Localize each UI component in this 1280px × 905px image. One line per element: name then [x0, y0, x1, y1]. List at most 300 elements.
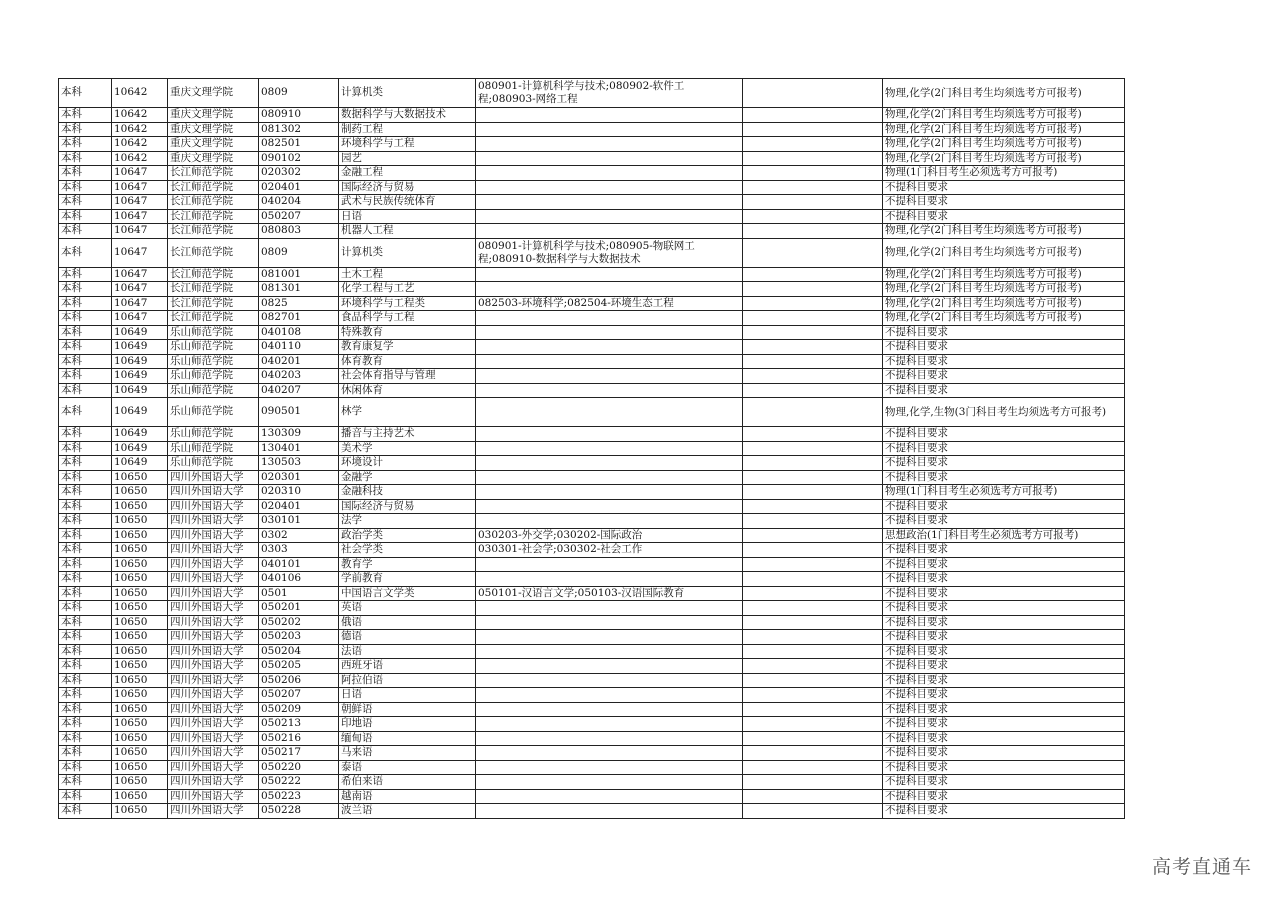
subject-requirement-cell: 不提科目要求 [883, 340, 1125, 355]
major-name-cell: 数据科学与大数据技术 [339, 108, 476, 123]
table-row [59, 731, 1125, 746]
school-name-cell: 四川外国语大学 [168, 804, 259, 819]
major-code-cell: 081001 [259, 267, 339, 282]
major-name-cell: 金融学 [339, 470, 476, 485]
school-code-cell: 10647 [112, 267, 168, 282]
subject-requirement-cell: 物理,化学(2门科目考生均须选考方可报考) [883, 267, 1125, 282]
note-cell [743, 340, 883, 355]
major-code-cell: 040201 [259, 354, 339, 369]
level-cell: 本科 [59, 209, 112, 224]
subject-requirement-cell: 不提科目要求 [883, 673, 1125, 688]
table-row [59, 485, 1125, 500]
level-cell: 本科 [59, 543, 112, 558]
school-name-cell: 四川外国语大学 [168, 601, 259, 616]
table-row [59, 296, 1125, 311]
school-code-cell: 10650 [112, 470, 168, 485]
school-code-cell: 10650 [112, 775, 168, 790]
note-cell [743, 572, 883, 587]
included-majors-cell [476, 311, 743, 326]
school-code-cell: 10649 [112, 398, 168, 427]
table-row [59, 398, 1125, 427]
level-cell: 本科 [59, 601, 112, 616]
table-row [59, 238, 1125, 267]
note-cell [743, 804, 883, 819]
level-cell: 本科 [59, 746, 112, 761]
note-cell [743, 311, 883, 326]
subject-requirement-cell: 不提科目要求 [883, 456, 1125, 471]
included-majors-cell [476, 572, 743, 587]
major-name-cell: 制药工程 [339, 122, 476, 137]
major-code-cell: 0501 [259, 586, 339, 601]
school-code-cell: 10650 [112, 760, 168, 775]
major-code-cell: 040204 [259, 195, 339, 210]
level-cell: 本科 [59, 79, 112, 108]
subject-requirement-cell: 不提科目要求 [883, 441, 1125, 456]
table-row [59, 499, 1125, 514]
school-name-cell: 四川外国语大学 [168, 615, 259, 630]
included-majors-cell [476, 282, 743, 297]
included-majors-cell [476, 180, 743, 195]
school-code-cell: 10650 [112, 572, 168, 587]
table-row [59, 673, 1125, 688]
subject-requirement-cell: 不提科目要求 [883, 499, 1125, 514]
included-majors-cell [476, 644, 743, 659]
note-cell [743, 151, 883, 166]
major-name-cell: 教育康复学 [339, 340, 476, 355]
table-row [59, 688, 1125, 703]
subject-requirement-cell: 不提科目要求 [883, 717, 1125, 732]
major-code-cell: 050228 [259, 804, 339, 819]
table-row [59, 615, 1125, 630]
included-majors-cell: 030301-社会学;030302-社会工作 [476, 543, 743, 558]
major-code-cell: 050222 [259, 775, 339, 790]
school-code-cell: 10649 [112, 325, 168, 340]
school-name-cell: 长江师范学院 [168, 224, 259, 239]
table-row [59, 441, 1125, 456]
school-name-cell: 长江师范学院 [168, 209, 259, 224]
table-row [59, 267, 1125, 282]
major-name-cell: 德语 [339, 630, 476, 645]
school-name-cell: 长江师范学院 [168, 180, 259, 195]
major-code-cell: 040108 [259, 325, 339, 340]
major-code-cell: 050205 [259, 659, 339, 674]
included-majors-cell [476, 557, 743, 572]
major-code-cell: 090102 [259, 151, 339, 166]
included-majors-cell [476, 137, 743, 152]
note-cell [743, 108, 883, 123]
school-name-cell: 长江师范学院 [168, 267, 259, 282]
note-cell [743, 586, 883, 601]
subject-requirement-cell: 思想政治(1门科目考生必须选考方可报考) [883, 528, 1125, 543]
subject-requirement-cell: 物理,化学(2门科目考生均须选考方可报考) [883, 224, 1125, 239]
school-code-cell: 10642 [112, 137, 168, 152]
level-cell: 本科 [59, 282, 112, 297]
major-name-cell: 环境科学与工程类 [339, 296, 476, 311]
major-name-cell: 日语 [339, 688, 476, 703]
subject-requirement-cell: 不提科目要求 [883, 630, 1125, 645]
note-cell [743, 238, 883, 267]
note-cell [743, 137, 883, 152]
school-code-cell: 10650 [112, 789, 168, 804]
major-code-cell: 0302 [259, 528, 339, 543]
major-code-cell: 130309 [259, 427, 339, 442]
note-cell [743, 601, 883, 616]
level-cell: 本科 [59, 238, 112, 267]
table-row [59, 572, 1125, 587]
level-cell: 本科 [59, 354, 112, 369]
major-code-cell: 040110 [259, 340, 339, 355]
school-name-cell: 长江师范学院 [168, 311, 259, 326]
included-majors-cell: 080901-计算机科学与技术;080902-软件工程;080903-网络工程 [476, 79, 743, 108]
school-name-cell: 四川外国语大学 [168, 630, 259, 645]
level-cell: 本科 [59, 615, 112, 630]
included-majors-cell: 082503-环境科学;082504-环境生态工程 [476, 296, 743, 311]
major-name-cell: 化学工程与工艺 [339, 282, 476, 297]
school-code-cell: 10650 [112, 543, 168, 558]
included-majors-cell [476, 456, 743, 471]
major-name-cell: 俄语 [339, 615, 476, 630]
level-cell: 本科 [59, 499, 112, 514]
subject-requirement-cell: 不提科目要求 [883, 514, 1125, 529]
subject-requirement-cell: 不提科目要求 [883, 659, 1125, 674]
subject-requirement-cell: 不提科目要求 [883, 325, 1125, 340]
school-code-cell: 10647 [112, 282, 168, 297]
level-cell: 本科 [59, 166, 112, 181]
table-row [59, 702, 1125, 717]
table-row [59, 137, 1125, 152]
note-cell [743, 267, 883, 282]
school-code-cell: 10649 [112, 441, 168, 456]
note-cell [743, 615, 883, 630]
subject-requirement-cell: 不提科目要求 [883, 688, 1125, 703]
included-majors-cell [476, 340, 743, 355]
major-code-cell: 081302 [259, 122, 339, 137]
major-code-cell: 0809 [259, 79, 339, 108]
table-row [59, 514, 1125, 529]
note-cell [743, 296, 883, 311]
school-name-cell: 乐山师范学院 [168, 340, 259, 355]
major-name-cell: 休闲体育 [339, 383, 476, 398]
included-majors-cell [476, 615, 743, 630]
school-name-cell: 乐山师范学院 [168, 369, 259, 384]
included-majors-cell [476, 166, 743, 181]
note-cell [743, 180, 883, 195]
major-code-cell: 050209 [259, 702, 339, 717]
subject-requirement-cell: 不提科目要求 [883, 209, 1125, 224]
major-code-cell: 0303 [259, 543, 339, 558]
major-code-cell: 050203 [259, 630, 339, 645]
major-code-cell: 020301 [259, 470, 339, 485]
school-name-cell: 四川外国语大学 [168, 688, 259, 703]
school-code-cell: 10650 [112, 673, 168, 688]
major-code-cell: 050217 [259, 746, 339, 761]
subject-requirement-cell: 不提科目要求 [883, 746, 1125, 761]
school-name-cell: 乐山师范学院 [168, 427, 259, 442]
note-cell [743, 224, 883, 239]
level-cell: 本科 [59, 398, 112, 427]
school-code-cell: 10642 [112, 79, 168, 108]
major-name-cell: 计算机类 [339, 79, 476, 108]
school-name-cell: 四川外国语大学 [168, 557, 259, 572]
included-majors-cell [476, 760, 743, 775]
subject-requirement-cell: 不提科目要求 [883, 789, 1125, 804]
major-name-cell: 学前教育 [339, 572, 476, 587]
note-cell [743, 746, 883, 761]
table-row [59, 180, 1125, 195]
major-code-cell: 0809 [259, 238, 339, 267]
level-cell: 本科 [59, 775, 112, 790]
school-name-cell: 四川外国语大学 [168, 470, 259, 485]
school-code-cell: 10647 [112, 224, 168, 239]
subject-requirement-cell: 物理,化学(2门科目考生均须选考方可报考) [883, 311, 1125, 326]
level-cell: 本科 [59, 514, 112, 529]
major-code-cell: 020302 [259, 166, 339, 181]
table-row [59, 151, 1125, 166]
note-cell [743, 731, 883, 746]
major-code-cell: 081301 [259, 282, 339, 297]
note-cell [743, 760, 883, 775]
major-name-cell: 朝鲜语 [339, 702, 476, 717]
level-cell: 本科 [59, 296, 112, 311]
school-name-cell: 四川外国语大学 [168, 514, 259, 529]
table-row [59, 79, 1125, 108]
school-code-cell: 10650 [112, 659, 168, 674]
major-name-cell: 社会体育指导与管理 [339, 369, 476, 384]
major-code-cell: 040106 [259, 572, 339, 587]
level-cell: 本科 [59, 586, 112, 601]
table-row [59, 528, 1125, 543]
major-name-cell: 土木工程 [339, 267, 476, 282]
school-name-cell: 乐山师范学院 [168, 398, 259, 427]
subject-requirement-cell: 不提科目要求 [883, 557, 1125, 572]
major-name-cell: 波兰语 [339, 804, 476, 819]
school-name-cell: 四川外国语大学 [168, 659, 259, 674]
major-code-cell: 050220 [259, 760, 339, 775]
major-name-cell: 金融科技 [339, 485, 476, 500]
note-cell [743, 383, 883, 398]
major-name-cell: 金融工程 [339, 166, 476, 181]
school-name-cell: 乐山师范学院 [168, 354, 259, 369]
school-name-cell: 四川外国语大学 [168, 528, 259, 543]
note-cell [743, 325, 883, 340]
table-row [59, 557, 1125, 572]
school-code-cell: 10650 [112, 731, 168, 746]
school-code-cell: 10650 [112, 630, 168, 645]
note-cell [743, 485, 883, 500]
note-cell [743, 789, 883, 804]
school-code-cell: 10650 [112, 485, 168, 500]
note-cell [743, 195, 883, 210]
level-cell: 本科 [59, 644, 112, 659]
major-name-cell: 体育教育 [339, 354, 476, 369]
level-cell: 本科 [59, 789, 112, 804]
level-cell: 本科 [59, 383, 112, 398]
included-majors-cell [476, 601, 743, 616]
school-code-cell: 10649 [112, 427, 168, 442]
note-cell [743, 557, 883, 572]
school-code-cell: 10650 [112, 644, 168, 659]
school-name-cell: 四川外国语大学 [168, 673, 259, 688]
note-cell [743, 470, 883, 485]
included-majors-cell [476, 354, 743, 369]
subject-requirement-cell: 不提科目要求 [883, 470, 1125, 485]
subject-requirement-cell: 不提科目要求 [883, 369, 1125, 384]
level-cell: 本科 [59, 340, 112, 355]
note-cell [743, 122, 883, 137]
school-name-cell: 长江师范学院 [168, 166, 259, 181]
major-name-cell: 食品科学与工程 [339, 311, 476, 326]
table-row [59, 601, 1125, 616]
table-row [59, 760, 1125, 775]
subject-requirement-cell: 不提科目要求 [883, 572, 1125, 587]
included-majors-cell [476, 746, 743, 761]
major-code-cell: 080910 [259, 108, 339, 123]
subject-requirement-cell: 不提科目要求 [883, 601, 1125, 616]
subject-requirement-cell: 不提科目要求 [883, 804, 1125, 819]
school-name-cell: 四川外国语大学 [168, 702, 259, 717]
included-majors-cell [476, 470, 743, 485]
note-cell [743, 398, 883, 427]
note-cell [743, 775, 883, 790]
table-row [59, 427, 1125, 442]
major-name-cell: 美术学 [339, 441, 476, 456]
major-name-cell: 林学 [339, 398, 476, 427]
included-majors-cell [476, 267, 743, 282]
school-name-cell: 长江师范学院 [168, 296, 259, 311]
included-majors-cell [476, 224, 743, 239]
major-code-cell: 030101 [259, 514, 339, 529]
school-name-cell: 四川外国语大学 [168, 717, 259, 732]
major-code-cell: 050213 [259, 717, 339, 732]
school-name-cell: 长江师范学院 [168, 282, 259, 297]
level-cell: 本科 [59, 630, 112, 645]
note-cell [743, 79, 883, 108]
included-majors-cell: 050101-汉语言文学;050103-汉语国际教育 [476, 586, 743, 601]
table-row [59, 586, 1125, 601]
school-name-cell: 重庆文理学院 [168, 151, 259, 166]
major-code-cell: 082501 [259, 137, 339, 152]
note-cell [743, 644, 883, 659]
subject-requirement-cell: 不提科目要求 [883, 702, 1125, 717]
level-cell: 本科 [59, 325, 112, 340]
major-name-cell: 西班牙语 [339, 659, 476, 674]
major-name-cell: 英语 [339, 601, 476, 616]
school-name-cell: 四川外国语大学 [168, 485, 259, 500]
level-cell: 本科 [59, 572, 112, 587]
major-code-cell: 020401 [259, 180, 339, 195]
subject-requirement-cell: 物理,化学(2门科目考生均须选考方可报考) [883, 79, 1125, 108]
school-code-cell: 10649 [112, 369, 168, 384]
level-cell: 本科 [59, 195, 112, 210]
major-code-cell: 0825 [259, 296, 339, 311]
major-code-cell: 050201 [259, 601, 339, 616]
note-cell [743, 209, 883, 224]
school-code-cell: 10650 [112, 688, 168, 703]
included-majors-cell [476, 108, 743, 123]
table-row [59, 659, 1125, 674]
subject-requirement-cell: 不提科目要求 [883, 195, 1125, 210]
note-cell [743, 659, 883, 674]
school-code-cell: 10647 [112, 166, 168, 181]
included-majors-cell [476, 673, 743, 688]
table-row [59, 166, 1125, 181]
school-code-cell: 10650 [112, 717, 168, 732]
note-cell [743, 369, 883, 384]
major-code-cell: 130503 [259, 456, 339, 471]
major-name-cell: 越南语 [339, 789, 476, 804]
table-row [59, 804, 1125, 819]
level-cell: 本科 [59, 456, 112, 471]
school-name-cell: 四川外国语大学 [168, 731, 259, 746]
school-code-cell: 10649 [112, 383, 168, 398]
level-cell: 本科 [59, 557, 112, 572]
level-cell: 本科 [59, 224, 112, 239]
school-code-cell: 10650 [112, 601, 168, 616]
level-cell: 本科 [59, 470, 112, 485]
note-cell [743, 441, 883, 456]
subject-requirement-cell: 物理(1门科目考生必须选考方可报考) [883, 485, 1125, 500]
table-row [59, 644, 1125, 659]
subject-requirement-cell: 不提科目要求 [883, 427, 1125, 442]
level-cell: 本科 [59, 369, 112, 384]
included-majors-cell [476, 369, 743, 384]
school-name-cell: 四川外国语大学 [168, 572, 259, 587]
subject-requirement-cell: 不提科目要求 [883, 586, 1125, 601]
note-cell [743, 717, 883, 732]
subject-requirement-cell: 不提科目要求 [883, 383, 1125, 398]
major-name-cell: 教育学 [339, 557, 476, 572]
school-code-cell: 10647 [112, 238, 168, 267]
major-code-cell: 082701 [259, 311, 339, 326]
school-code-cell: 10642 [112, 108, 168, 123]
note-cell [743, 282, 883, 297]
major-code-cell: 080803 [259, 224, 339, 239]
note-cell [743, 630, 883, 645]
school-name-cell: 四川外国语大学 [168, 586, 259, 601]
subject-requirement-cell: 不提科目要求 [883, 760, 1125, 775]
subject-requirement-cell: 物理,化学(2门科目考生均须选考方可报考) [883, 137, 1125, 152]
school-name-cell: 重庆文理学院 [168, 108, 259, 123]
note-cell [743, 543, 883, 558]
school-name-cell: 四川外国语大学 [168, 760, 259, 775]
included-majors-cell [476, 151, 743, 166]
major-name-cell: 政治学类 [339, 528, 476, 543]
included-majors-cell [476, 775, 743, 790]
level-cell: 本科 [59, 427, 112, 442]
included-majors-cell [476, 731, 743, 746]
major-code-cell: 050223 [259, 789, 339, 804]
included-majors-cell [476, 717, 743, 732]
school-code-cell: 10650 [112, 499, 168, 514]
included-majors-cell [476, 659, 743, 674]
school-name-cell: 乐山师范学院 [168, 441, 259, 456]
school-code-cell: 10650 [112, 586, 168, 601]
note-cell [743, 456, 883, 471]
major-code-cell: 040203 [259, 369, 339, 384]
school-code-cell: 10647 [112, 296, 168, 311]
major-name-cell: 印地语 [339, 717, 476, 732]
subject-requirement-cell: 不提科目要求 [883, 543, 1125, 558]
major-name-cell: 法语 [339, 644, 476, 659]
level-cell: 本科 [59, 673, 112, 688]
included-majors-cell [476, 398, 743, 427]
subject-requirement-cell: 物理,化学(2门科目考生均须选考方可报考) [883, 238, 1125, 267]
school-name-cell: 长江师范学院 [168, 195, 259, 210]
school-code-cell: 10650 [112, 804, 168, 819]
note-cell [743, 673, 883, 688]
level-cell: 本科 [59, 108, 112, 123]
subject-requirements-table [58, 78, 1125, 819]
